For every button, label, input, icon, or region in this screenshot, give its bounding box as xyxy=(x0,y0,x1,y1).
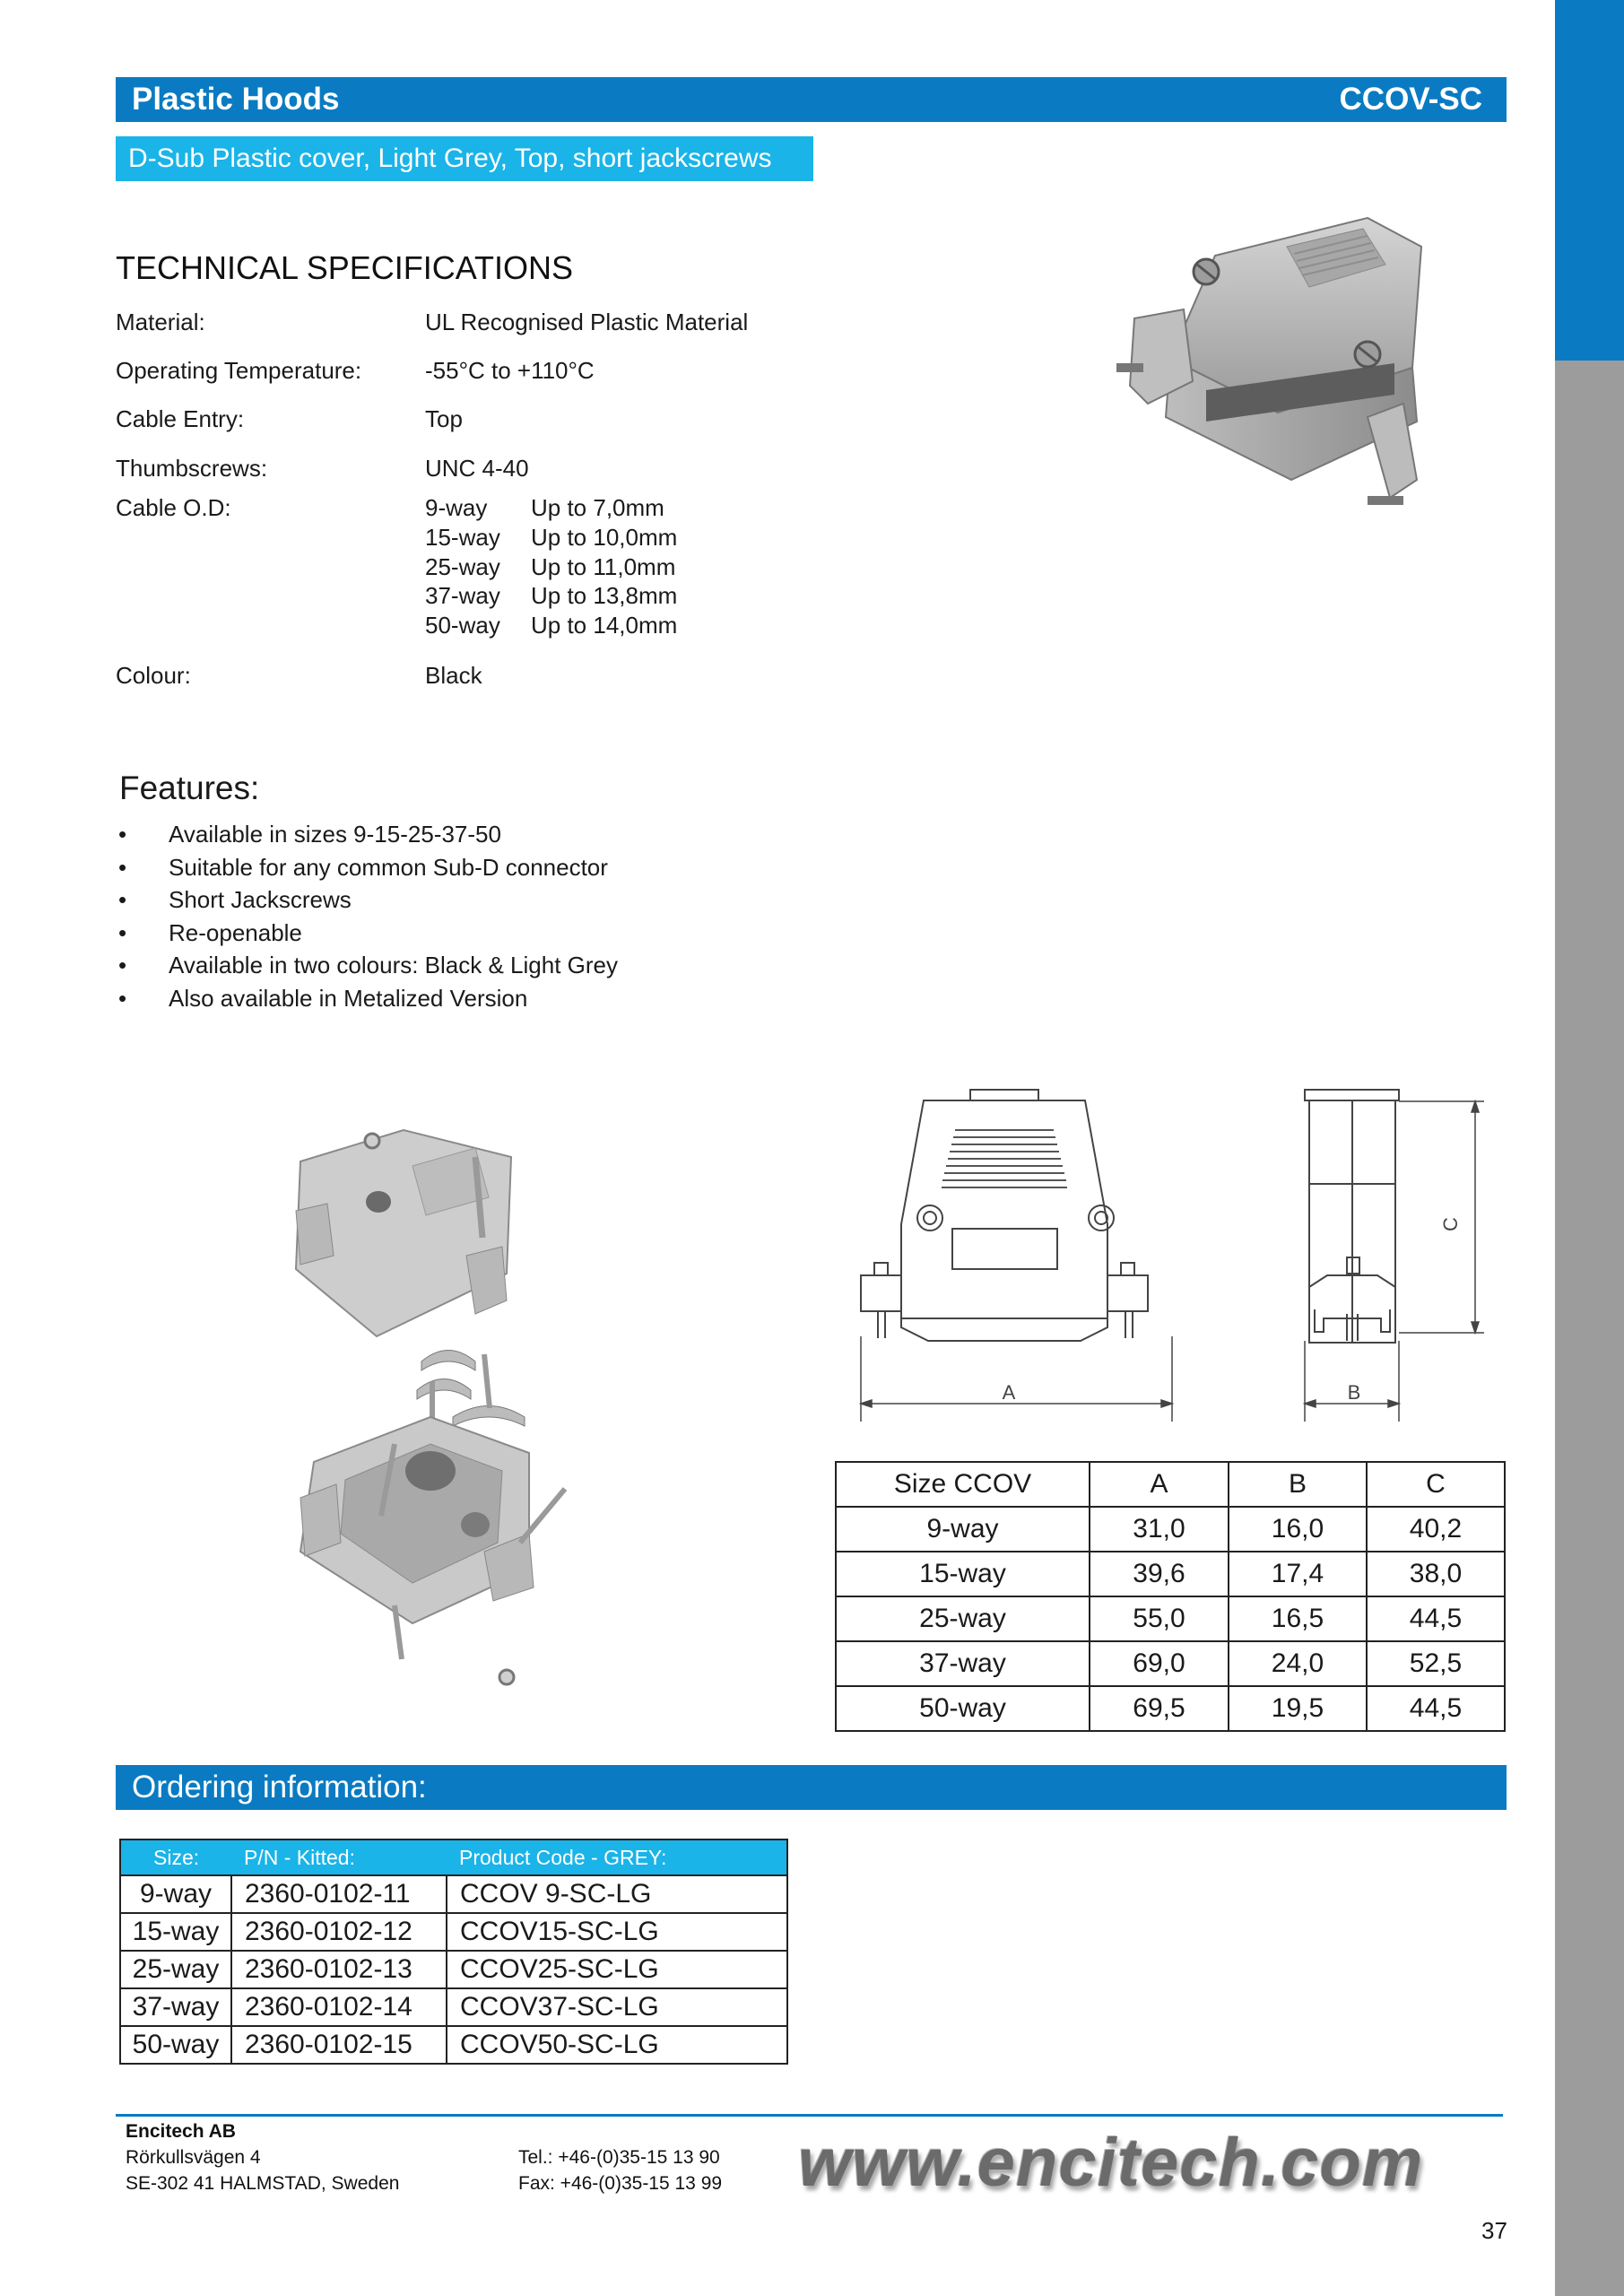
header-bar xyxy=(116,77,1507,122)
table-row xyxy=(120,1913,787,1951)
cable-od-size: 25-way xyxy=(425,553,500,580)
table-cell: 2360-0102-11 xyxy=(231,1875,447,1913)
footer-divider xyxy=(116,2114,1503,2117)
table-cell: 37-way xyxy=(836,1641,1090,1686)
table-cell: 2360-0102-13 xyxy=(231,1951,447,1988)
table-header-row xyxy=(120,1839,787,1875)
drawing-side-view xyxy=(1291,1085,1489,1426)
table-cell: 39,6 xyxy=(1090,1552,1229,1596)
cable-od-size: 9-way xyxy=(425,494,488,521)
side-tab-grey xyxy=(1555,361,1624,2296)
bullet: • xyxy=(118,918,127,946)
table-row xyxy=(836,1641,1505,1686)
spec-value: Top xyxy=(425,405,463,432)
table-cell: 25-way xyxy=(120,1951,231,1988)
dimension-label-b: B xyxy=(1347,1381,1361,1404)
table-row xyxy=(836,1507,1505,1552)
table-cell: 50-way xyxy=(120,2026,231,2064)
features-list xyxy=(116,818,618,1015)
table-header: Product Code - GREY: xyxy=(447,1839,787,1875)
cable-od-size: 37-way xyxy=(425,582,500,609)
table-cell: 2360-0102-12 xyxy=(231,1913,447,1951)
bullet: • xyxy=(118,984,127,1012)
table-row xyxy=(120,1875,787,1913)
table-cell: 17,4 xyxy=(1229,1552,1367,1596)
cable-od-label: Cable O.D: xyxy=(116,494,231,521)
footer-tel: Tel.: +46-(0)35-15 13 90 xyxy=(518,2147,720,2168)
table-cell: 19,5 xyxy=(1229,1686,1367,1731)
bullet: • xyxy=(118,821,127,848)
table-cell: 24,0 xyxy=(1229,1641,1367,1686)
table-cell: 55,0 xyxy=(1090,1596,1229,1641)
table-cell: 16,0 xyxy=(1229,1507,1367,1552)
table-cell: 69,5 xyxy=(1090,1686,1229,1731)
table-cell: 31,0 xyxy=(1090,1507,1229,1552)
cable-od-value: Up to 13,8mm xyxy=(531,582,678,609)
table-cell: 37-way xyxy=(120,1988,231,2026)
subtitle-bar xyxy=(116,136,813,181)
cable-od-value: Up to 7,0mm xyxy=(531,494,664,521)
bullet: • xyxy=(118,853,127,881)
table-header-row xyxy=(836,1462,1505,1507)
table-header: P/N - Kitted: xyxy=(231,1839,447,1875)
product-code: CCOV-SC xyxy=(1339,82,1482,117)
page-number: 37 xyxy=(1481,2217,1507,2244)
dimensions-table xyxy=(835,1461,1506,1732)
table-header: A xyxy=(1090,1462,1229,1507)
table-cell: CCOV37-SC-LG xyxy=(447,1988,787,2026)
table-cell: 50-way xyxy=(836,1686,1090,1731)
table-row xyxy=(836,1552,1505,1596)
feature-item: • Re-openable xyxy=(116,917,618,950)
table-row xyxy=(120,1951,787,1988)
colour-label: Colour: xyxy=(116,662,191,689)
ordering-table xyxy=(119,1839,788,2065)
table-cell: 15-way xyxy=(120,1913,231,1951)
table-cell: CCOV50-SC-LG xyxy=(447,2026,787,2064)
hood-assembled-photo xyxy=(1099,211,1439,543)
hood-exploded-photo xyxy=(260,1121,601,1695)
table-header: Size: xyxy=(120,1839,231,1875)
table-row xyxy=(120,1988,787,2026)
ordering-title: Ordering information: xyxy=(132,1770,427,1805)
subtitle-text: D-Sub Plastic cover, Light Grey, Top, short jackscrews xyxy=(128,144,772,173)
table-cell: CCOV 9-SC-LG xyxy=(447,1875,787,1913)
table-cell: 44,5 xyxy=(1367,1686,1505,1731)
footer-company: Encitech AB xyxy=(126,2121,236,2142)
cable-od-size: 15-way xyxy=(425,524,500,551)
table-cell: 2360-0102-14 xyxy=(231,1988,447,2026)
table-cell: 15-way xyxy=(836,1552,1090,1596)
table-cell: 2360-0102-15 xyxy=(231,2026,447,2064)
cable-od-value: Up to 14,0mm xyxy=(531,612,678,639)
table-cell: 9-way xyxy=(836,1507,1090,1552)
dimension-label-c: C xyxy=(1439,1217,1462,1231)
table-row xyxy=(120,2026,787,2064)
table-cell: 25-way xyxy=(836,1596,1090,1641)
table-cell: 16,5 xyxy=(1229,1596,1367,1641)
table-cell: 40,2 xyxy=(1367,1507,1505,1552)
spec-value: UL Recognised Plastic Material xyxy=(425,309,749,335)
spec-value: -55°C to +110°C xyxy=(425,357,595,384)
table-row xyxy=(836,1596,1505,1641)
table-cell: 52,5 xyxy=(1367,1641,1505,1686)
spec-value: UNC 4-40 xyxy=(425,455,529,482)
cable-od-value: Up to 11,0mm xyxy=(531,553,676,580)
footer-fax: Fax: +46-(0)35-15 13 99 xyxy=(518,2173,723,2194)
feature-item: • Available in sizes 9-15-25-37-50 xyxy=(116,818,618,851)
bullet: • xyxy=(118,952,127,979)
drawing-front-view xyxy=(856,1085,1188,1426)
cable-od-value: Up to 10,0mm xyxy=(531,524,678,551)
website-logo[interactable]: www.encitech.com xyxy=(798,2125,1424,2201)
table-cell: 9-way xyxy=(120,1875,231,1913)
spec-label: Thumbscrews: xyxy=(116,455,268,482)
feature-item: • Suitable for any common Sub-D connector xyxy=(116,851,618,884)
table-cell: 44,5 xyxy=(1367,1596,1505,1641)
category-title: Plastic Hoods xyxy=(132,82,340,117)
specs-title: TECHNICAL SPECIFICATIONS xyxy=(116,249,574,286)
side-tab-blue xyxy=(1555,0,1624,361)
ordering-bar xyxy=(116,1765,1507,1810)
table-header: Size CCOV xyxy=(836,1462,1090,1507)
feature-item: • Also available in Metalized Version xyxy=(116,982,618,1015)
feature-item: • Short Jackscrews xyxy=(116,883,618,917)
table-row xyxy=(836,1686,1505,1731)
table-cell: CCOV25-SC-LG xyxy=(447,1951,787,1988)
table-header: B xyxy=(1229,1462,1367,1507)
table-header: C xyxy=(1367,1462,1505,1507)
spec-label: Cable Entry: xyxy=(116,405,245,432)
bullet: • xyxy=(118,886,127,914)
footer-city: SE-302 41 HALMSTAD, Sweden xyxy=(126,2173,400,2194)
features-title: Features: xyxy=(119,770,260,806)
table-cell: 69,0 xyxy=(1090,1641,1229,1686)
table-cell: 38,0 xyxy=(1367,1552,1505,1596)
feature-item: • Available in two colours: Black & Light Grey xyxy=(116,949,618,982)
spec-label: Material: xyxy=(116,309,205,335)
colour-value: Black xyxy=(425,662,482,689)
spec-label: Operating Temperature: xyxy=(116,357,362,384)
footer-street: Rörkullsvägen 4 xyxy=(126,2147,261,2168)
cable-od-size: 50-way xyxy=(425,612,500,639)
dimension-label-a: A xyxy=(1002,1381,1016,1404)
table-cell: CCOV15-SC-LG xyxy=(447,1913,787,1951)
